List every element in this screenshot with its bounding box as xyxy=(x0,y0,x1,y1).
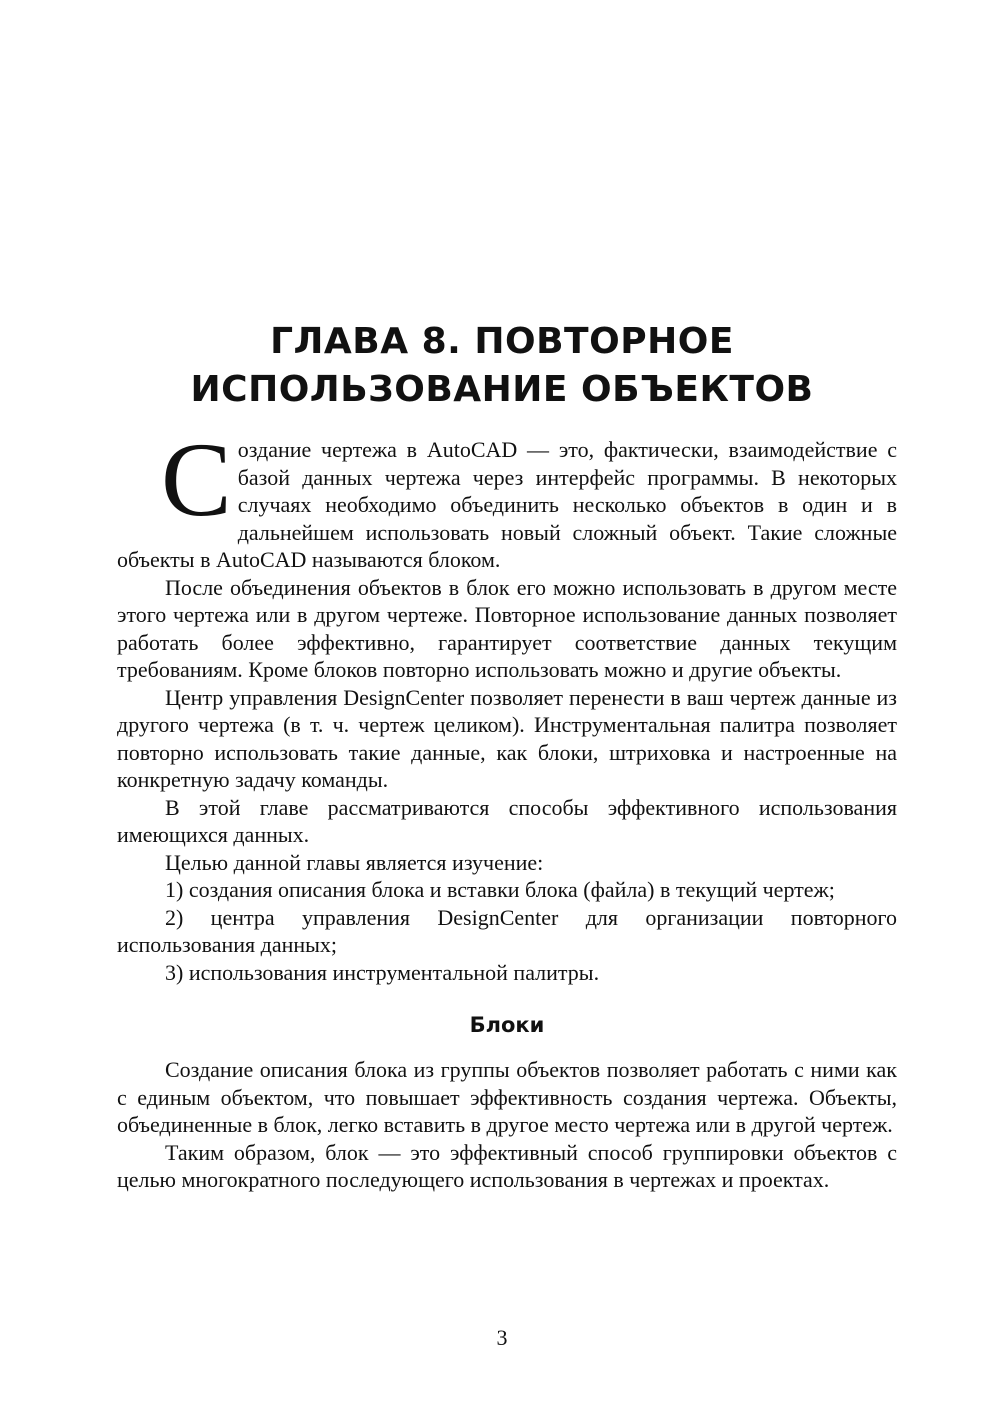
intro-paragraph-4: В этой главе рассматриваются способы эффективного использования имеющихся данных. xyxy=(117,794,897,847)
chapter-title-line-1: ГЛАВА 8. ПОВТОРНОЕ xyxy=(270,321,734,362)
section-title: Блоки xyxy=(469,1013,545,1037)
list-item-2: 2) центра управления DesignCenter для организации повторного использования данных; xyxy=(117,904,897,957)
intro-paragraph-2: После объединения объектов в блок его можно использовать в другом месте этого чертежа или в другом чертеже. Повторное использование данных позволяет работать более эффективно, гарантирует соответствие данных текущим требованиям. Кроме блоков повторно использовать можно и другие объекты. xyxy=(117,574,897,682)
list-item-1: 1) создания описания блока и вставки блока (файла) в текущий чертеж; xyxy=(165,877,835,902)
drop-cap: С xyxy=(161,421,232,538)
intro-paragraph-5: Целью данной главы является изучение: xyxy=(165,849,544,875)
list-item-3: 3) использования инструментальной палитры. xyxy=(165,959,600,985)
section-paragraph-2: Таким образом, блок — это эффективный способ группировки объектов с целью многократного последующего использования в чертежах и проектах. xyxy=(117,1139,897,1192)
section-paragraph-1: Создание описания блока из группы объектов позволяет работать с ними как с единым объектом, что повышает эффективность создания чертежа. Объекты, объединенные в блок, легко вставить в другое место чертежа или в другой чертеж. xyxy=(117,1057,897,1137)
intro-paragraph-1 xyxy=(117,421,897,574)
chapter-title-line-2: ИСПОЛЬЗОВАНИЕ ОБЪЕКТОВ xyxy=(190,369,814,410)
intro-paragraph-3: Центр управления DesignCenter позволяет перенести в ваш чертеж данные из другого чертежа (в т. ч. чертеж целиком). Инструментальная палитра позволяет повторно использовать такие данные, как блоки, штриховка и настроенные на конкретную задачу команды. xyxy=(117,684,897,792)
body-text xyxy=(117,421,897,1194)
intro-paragraph-1-text: оздание чертежа в AutoCAD — это, фактически, взаимодействие с базой данных чертежа через интерфейс программы. В некоторых случаях необходимо объединить несколько объектов в один и в дальнейшем использовать новый сложный объект. Такие сложные объекты в AutoCAD называются блоком. xyxy=(117,437,897,572)
chapter-title xyxy=(0,318,1004,414)
page-number: 3 xyxy=(496,1325,508,1350)
